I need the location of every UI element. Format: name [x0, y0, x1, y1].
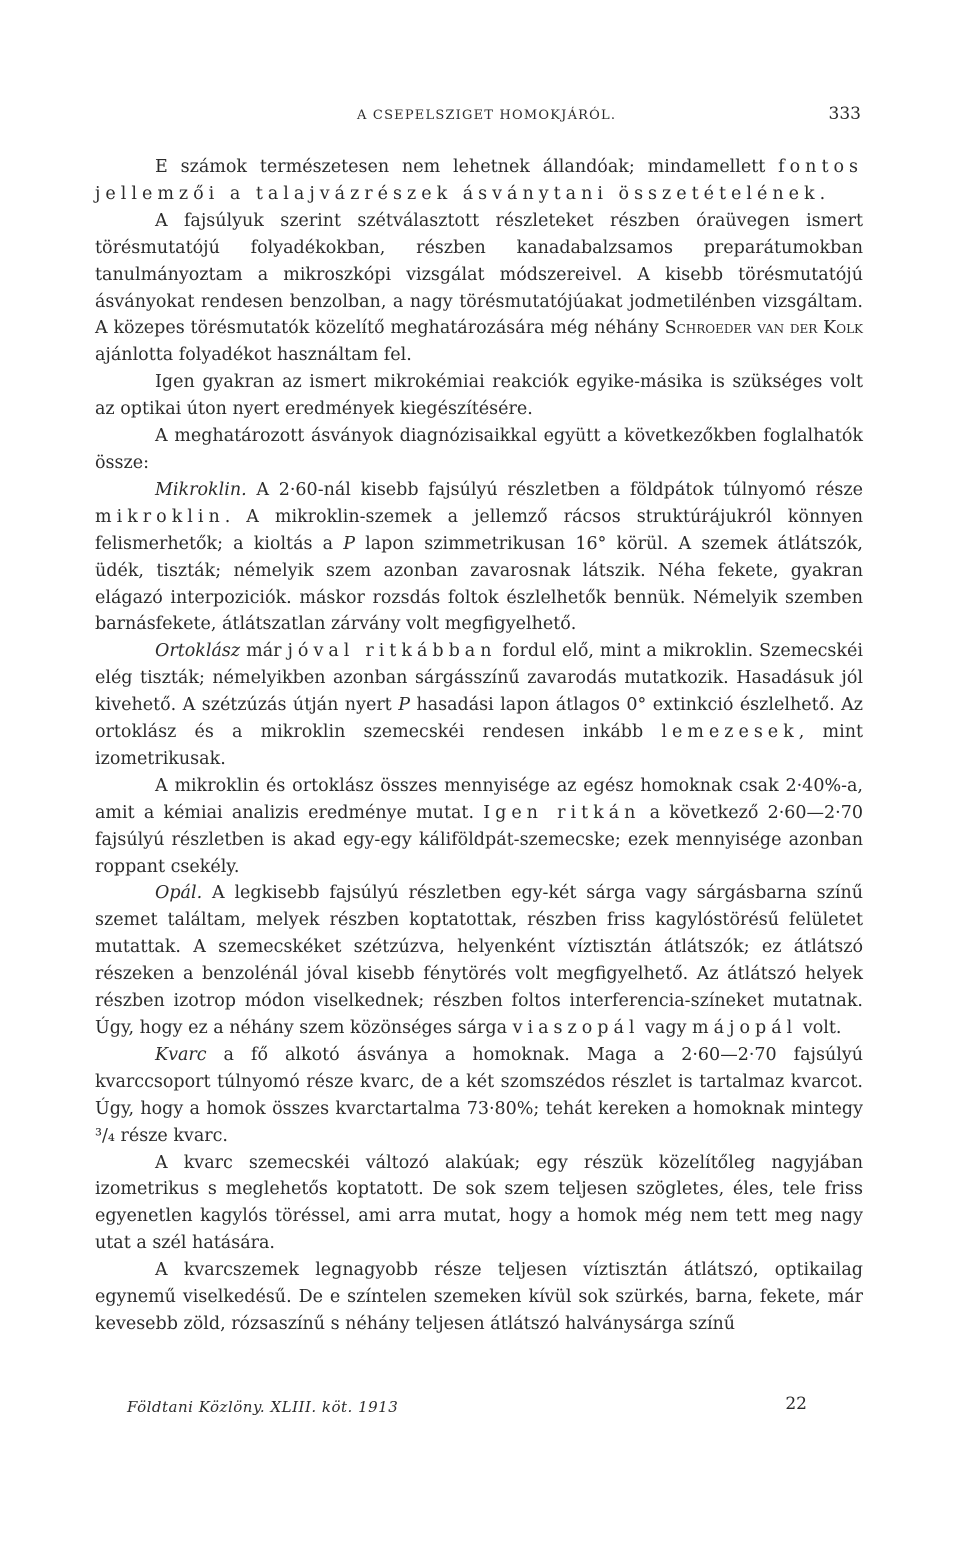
text-segment: lapon szimmetrikusan 16° körül. A szemek átlátszók, üdék, tiszták; némelyik szem azonban zavarosnak látszik. Néha fekete, gyakran elágazó interpoziciók. máskor rozsdás foltok észlelhetők bennük. Némelyik szemben barnásfekete, átlátszatlan zárvány volt megfigyelhető. [95, 533, 863, 635]
text-segment: fordul elő, mint a mikroklin. Szemecskéi elég tiszták; némelyikben azonban sárgásszínű zavarodás mutatkozik. Hasadásuk jól kivehető. A szétzúzás útján nyert [95, 641, 863, 716]
text-segment: fontos jellemzői a talajvázrészek ásványtani összetételének [95, 157, 863, 204]
running-header [95, 104, 863, 132]
text-segment: Mikroklin. [155, 479, 247, 500]
paragraph-2 [95, 208, 863, 369]
text-segment: Igen ritkán [483, 802, 641, 823]
text-segment: viaszopál [512, 1018, 640, 1038]
paragraph-4 [95, 423, 863, 477]
text-segment: Opál. [155, 883, 203, 904]
paragraph-9 [95, 1042, 863, 1150]
page-footer [127, 1394, 807, 1424]
paragraph-1 [95, 154, 863, 208]
paragraph-10 [95, 1150, 863, 1258]
text-segment: jóval ritkábban [287, 641, 497, 662]
text-segment: Ortoklász [155, 641, 241, 662]
text-segment: A meghatározott ásványok diagnózisaikkal együtt a következőkben foglalhatók össze: [95, 426, 863, 473]
body-text [95, 154, 863, 1338]
text-segment: A kvarcszemek legnagyobb része teljesen víztisztán átlátszó, optikailag egynemű viselkedésű. De e színtelen szemeken kívül sok szürkés, barna, fekete, már kevesebb zöld, rózsaszínű s néhány teljesen átlátszó halványsárga színű [95, 1260, 863, 1334]
paragraph-11 [95, 1257, 863, 1338]
text-segment: a következő 2·60—2·70 fajsúlyú részletben is akad egy-egy káliföldpát-szemecske; ezek mennyisége azonban roppant csekély. [95, 802, 863, 877]
text-segment: hasadási lapon átlagos 0° extinkció észlelhető. Az ortoklász és a mikroklin szemecskéi rendesen inkább [95, 695, 864, 743]
paragraph-5 [95, 477, 863, 638]
text-segment: , mint izometrikusak. [95, 722, 863, 769]
text-segment: a fő alkotó ásványa a homoknak. Maga a 2·60—2·70 fajsúlyú kvarccsoport túlnyomó része kvarc, de a két szomszédos részlet is tartalmaz kvarcot. Úgy, hogy a homok összes kvarctartalma 73·80%; tehát kereken a homoknak mintegy ³/₄ része kvarc. [95, 1044, 863, 1146]
page-number: 333 [828, 104, 861, 124]
text-segment: A 2·60-nál kisebb fajsúlyú részletben a földpátok túlnyomó része [246, 479, 863, 500]
text-segment: E számok természetesen nem lehetnek állandóak; mindamellett [155, 157, 779, 177]
text-segment: P [343, 533, 355, 554]
paragraph-3 [95, 369, 863, 423]
text-segment: vagy [639, 1018, 693, 1038]
running-title: A CSEPELSZIGET HOMOKJÁRÓL. [357, 108, 617, 123]
paragraph-6 [95, 638, 863, 773]
paragraph-7 [95, 773, 863, 881]
text-segment: ajánlotta folyadékot használtam fel. [95, 345, 412, 366]
text-segment: A mikroklin és ortoklász összes mennyisége az egész homoknak csak 2·40%-a, amit a kémiai analizis eredménye mutat. [95, 775, 863, 823]
text-segment: Kvarc [155, 1044, 207, 1065]
text-segment: Schroeder van der Kolk [664, 318, 863, 339]
text-segment: . A mikroklin-szemek a jellemző rácsos struktúrájukról könnyen felismerhetők; a kioltás a [95, 506, 863, 554]
text-segment: A legkisebb fajsúlyú részletben egy-két sárga vagy sárgásbarna színű szemet találtam, melyek részben koptatottak, részben friss kagylóstörésű felületet mutattak. A szemecskéket szétzúzva, helyenként víztisztán átlátszók; ez átlátszó részeken a benzolénál jóval kisebb fénytörés volt megfigyelhető. Az átlátszó helyek részben izotrop módon viselkednek; részben foltos interferencia-színeket mutatnak. Úgy, hogy ez a néhány szem közönséges sárga [95, 883, 863, 1038]
signature-mark: 22 [785, 1394, 807, 1414]
text-segment: A fajsúlyuk szerint szétválasztott részleteket részben óraüvegen ismert törésmutatójú folyadékokban, részben kanadabalzsamos preparátumokban tanulmányoztam a mikroszkópi vizsgálat módszereivel. A kisebb törésmutatójú ásványokat rendesen benzolban, a nagy törésmutatójúakat jodmetilénben vizsgáltam. A közepes törésmutatók közelítő meghatározására még néhány [95, 210, 863, 339]
text-segment: lemezesek [661, 722, 799, 743]
text-segment: P [398, 695, 410, 716]
text-segment: mikroklin [95, 506, 225, 527]
text-segment: Igen gyakran az ismert mikrokémiai reakciók egyike-másika is szükséges volt az optikai úton nyert eredmények kiegészítésére. [95, 372, 863, 420]
text-segment: már [240, 641, 288, 662]
paragraph-8 [95, 880, 863, 1041]
text-segment: májopál [692, 1018, 798, 1038]
text-segment: . [819, 183, 826, 204]
text-segment: A kvarc szemecskéi változó alakúak; egy részük közelítőleg nagyjában izometrikus s meglehetős koptatott. De sok szem teljesen szögletes, éles, tele friss egyenetlen kagylós töréssel, ami arra mutat, hogy a homok még nem tett meg nagy utat a szél hatására. [95, 1152, 863, 1254]
text-segment: volt. [797, 1018, 842, 1038]
journal-reference: Földtani Közlöny. XLIII. köt. 1913 [127, 1398, 399, 1416]
